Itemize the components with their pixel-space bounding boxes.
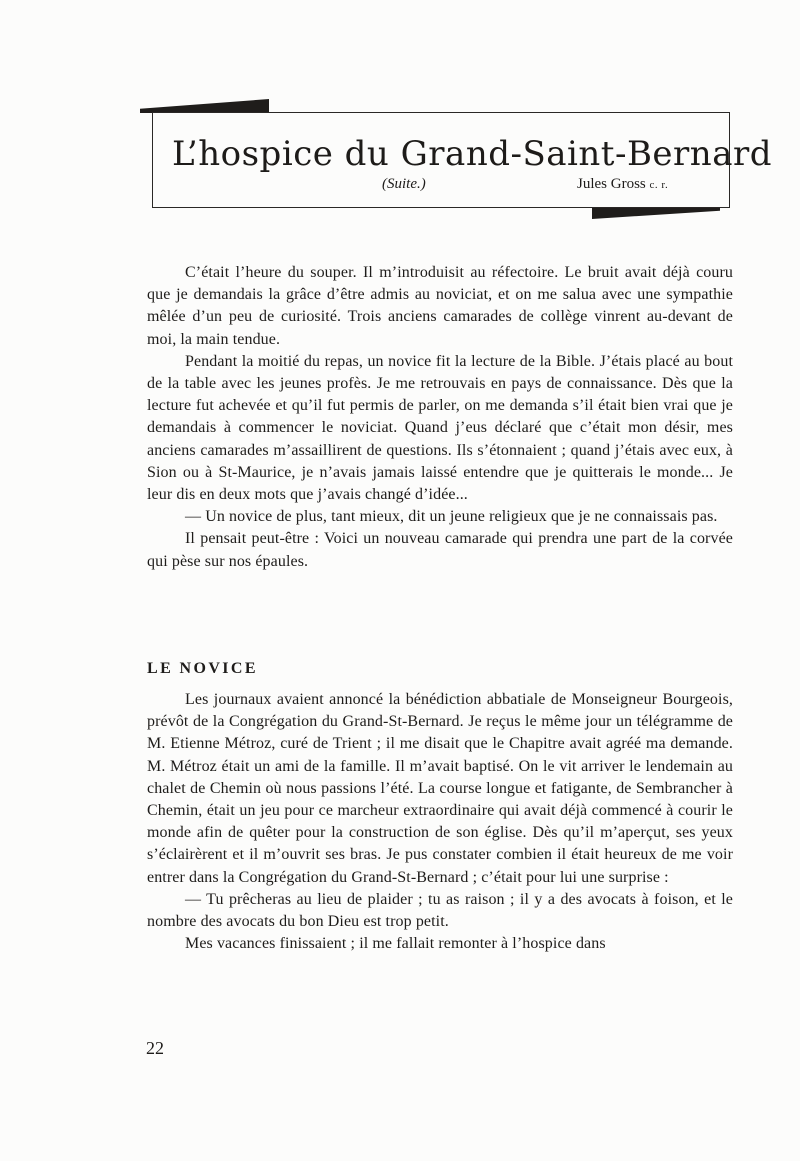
paragraph: — Un novice de plus, tant mieux, dit un jeune religieux que je ne connaissais pas.: [185, 508, 718, 526]
body-text-first-section: [147, 262, 733, 573]
author-suffix: c. r.: [649, 179, 669, 191]
author-name: Jules Gross: [577, 176, 646, 192]
continuation-note: (Suite.): [382, 176, 426, 192]
body-text-le-novice: [147, 689, 733, 955]
page-number: 22: [146, 1038, 164, 1058]
author-byline: [577, 174, 668, 195]
decorative-bar-bottom: [592, 208, 720, 219]
paragraph: Il pensait peut-être : Voici un nouveau camarade qui prendra une part de la corvée qui pèse sur nos épaules.: [147, 530, 733, 570]
article-title: L’hospice du Grand-Saint-Bernard: [172, 134, 772, 174]
paragraph: — Tu prêcheras au lieu de plaider ; tu as raison ; il y a des avocats à foison, et le nombre des avocats du bon Dieu est trop petit.: [147, 890, 733, 931]
paragraph: Pendant la moitié du repas, un novice fit la lecture de la Bible. J’étais placé au bout de la table avec les jeunes profès. Je me retrouvais en pays de connaissance. Dès que la lecture fut achevée et qu’il fut permis de parler, on me demanda s’il était bien vrai que je demandais à commencer le noviciat. Quand j’eus déclaré que c’était mon désir, mes anciens camarades m’assaillirent de questions. Ils s’étonnaient ; quand j’étais avec eux, à Sion ou à St-Maurice, je n’avais jamais laissé entendre que je quitterais le monde... Je leur dis en deux mots que j’avais changé d’idée...: [147, 352, 733, 504]
paragraph: Mes vacances finissaient ; il me fallait remonter à l’hospice dans: [185, 935, 606, 953]
paragraph: C’était l’heure du souper. Il m’introduisit au réfectoire. Le bruit avait déjà couru que je demandais la grâce d’être admis au noviciat, et on me salua avec une sympathie mêlée d’un peu de curiosité. Trois anciens camarades de collège vinrent au-devant de moi, la main tendue.: [147, 264, 733, 348]
section-heading: LE NOVICE: [147, 660, 258, 677]
paragraph: Les journaux avaient annoncé la bénédiction abbatiale de Monseigneur Bourgeois, prévôt de la Congrégation du Grand-St-Bernard. Je reçus le même jour un télégramme de M. Etienne Métroz, curé de Trient ; il me disait que le Chapitre avait agréé ma demande. M. Métroz était un ami de la famille. Il m’avait baptisé. On le vit arriver le lendemain au chalet de Chemin où nous passions l’été. La course longue et fatigante, de Sembrancher à Chemin, était un jeu pour ce marcheur extraordinaire qui avait déjà commencé à courir le monde afin de quêter pour la construction de son église. Dès qu’il m’aperçut, ses yeux s’éclairèrent et il m’ouvrit ses bras. Je pus constater combien il était heureux de me voir entrer dans la Congrégation du Grand-St-Bernard ; c’était pour lui une surprise :: [147, 691, 733, 886]
decorative-bar-top: [140, 99, 269, 113]
